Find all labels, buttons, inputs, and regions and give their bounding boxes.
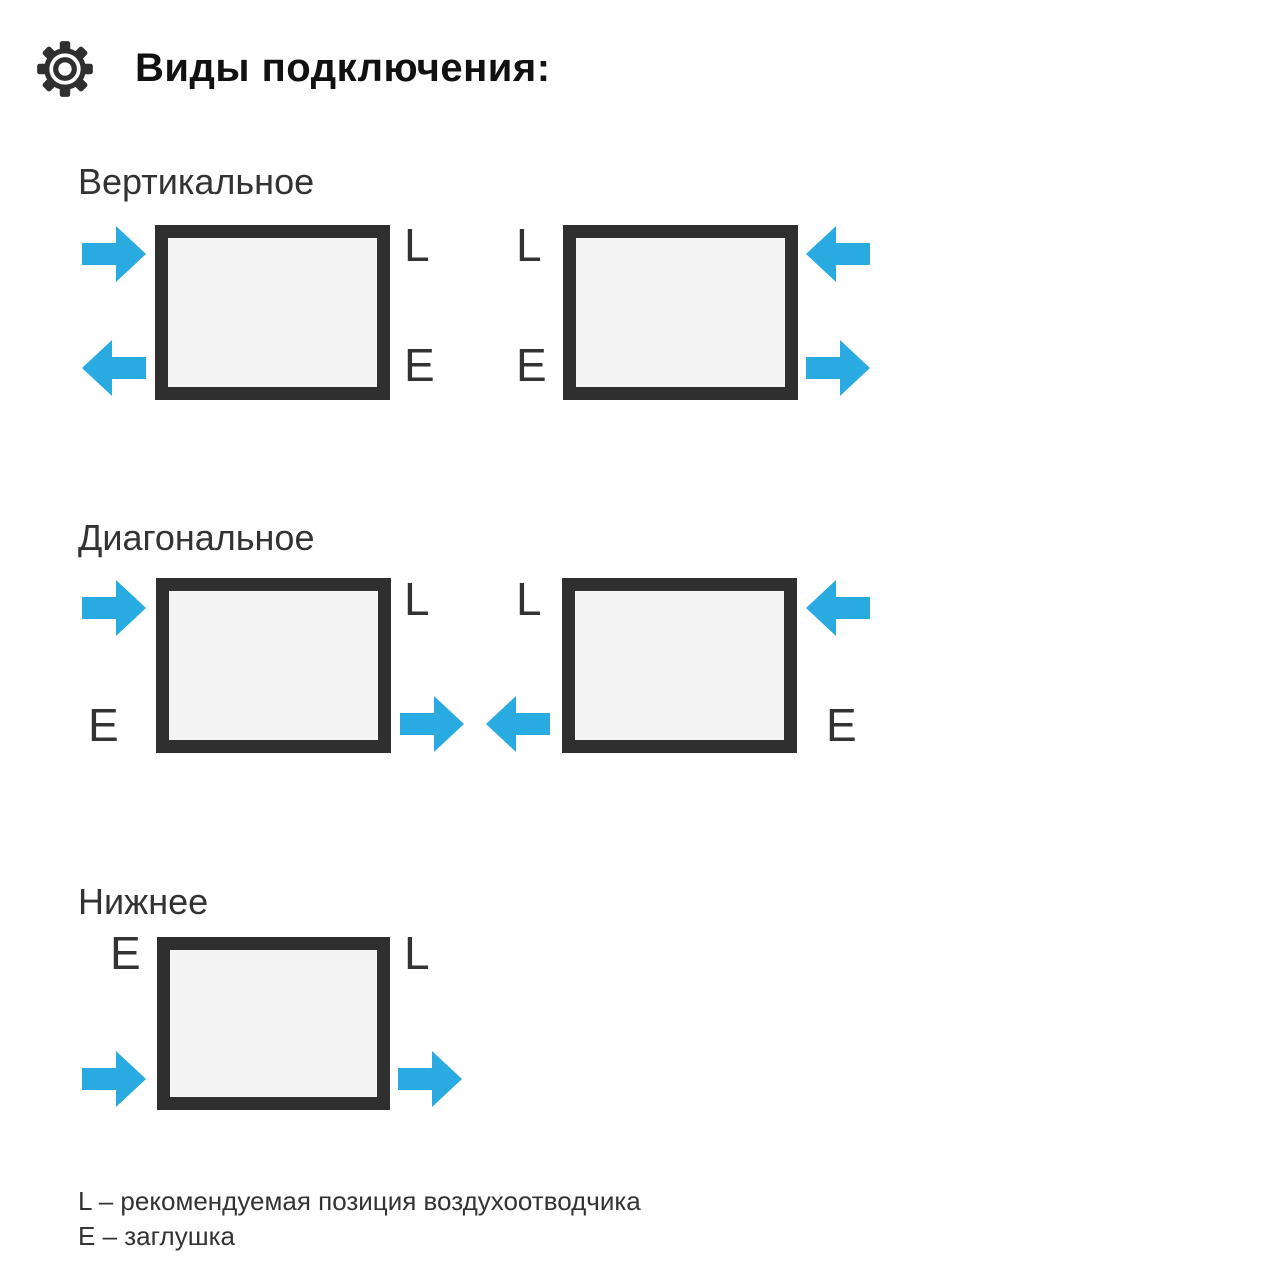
legend-line-e: E – заглушка (78, 1221, 235, 1251)
diagram-diagonal-left (82, 573, 466, 758)
arrow-right-icon (400, 696, 464, 752)
legend-line-l: L – рекомендуемая позиция воздухоотводчика (78, 1186, 641, 1216)
section-title-vertical: Вертикальное (78, 161, 315, 202)
port-label-e: E (88, 699, 119, 751)
arrow-left-icon (82, 340, 146, 396)
port-label-l: L (404, 219, 430, 271)
diagram-vertical-left (82, 219, 462, 405)
arrow-right-icon (398, 1051, 462, 1107)
legend (78, 1184, 641, 1254)
port-label-e: E (826, 699, 857, 751)
page-title: Виды подключения: (135, 46, 551, 90)
radiator-frame (563, 225, 798, 400)
port-label-l: L (516, 219, 542, 271)
section-title-diagonal: Диагональное (78, 517, 315, 558)
port-label-e: E (110, 927, 141, 979)
port-label-e: E (404, 339, 435, 391)
gear-icon (36, 40, 94, 98)
arrow-left-icon (486, 696, 550, 752)
arrow-right-icon (806, 340, 870, 396)
diagram-vertical-right (516, 219, 896, 405)
radiator-frame (157, 937, 390, 1110)
radiator-frame (155, 225, 390, 400)
section-title-bottom: Нижнее (78, 881, 209, 922)
port-label-l: L (516, 573, 542, 625)
arrow-left-icon (806, 580, 870, 636)
arrow-right-icon (82, 226, 146, 282)
port-label-l: L (404, 573, 430, 625)
diagram-diagonal-right (486, 573, 870, 758)
port-label-l: L (404, 927, 430, 979)
radiator-frame (562, 578, 797, 753)
radiator-frame (156, 578, 391, 753)
arrow-right-icon (82, 1051, 146, 1107)
arrow-right-icon (82, 580, 146, 636)
arrow-left-icon (806, 226, 870, 282)
diagram-bottom (82, 927, 466, 1117)
port-label-e: E (516, 339, 547, 391)
